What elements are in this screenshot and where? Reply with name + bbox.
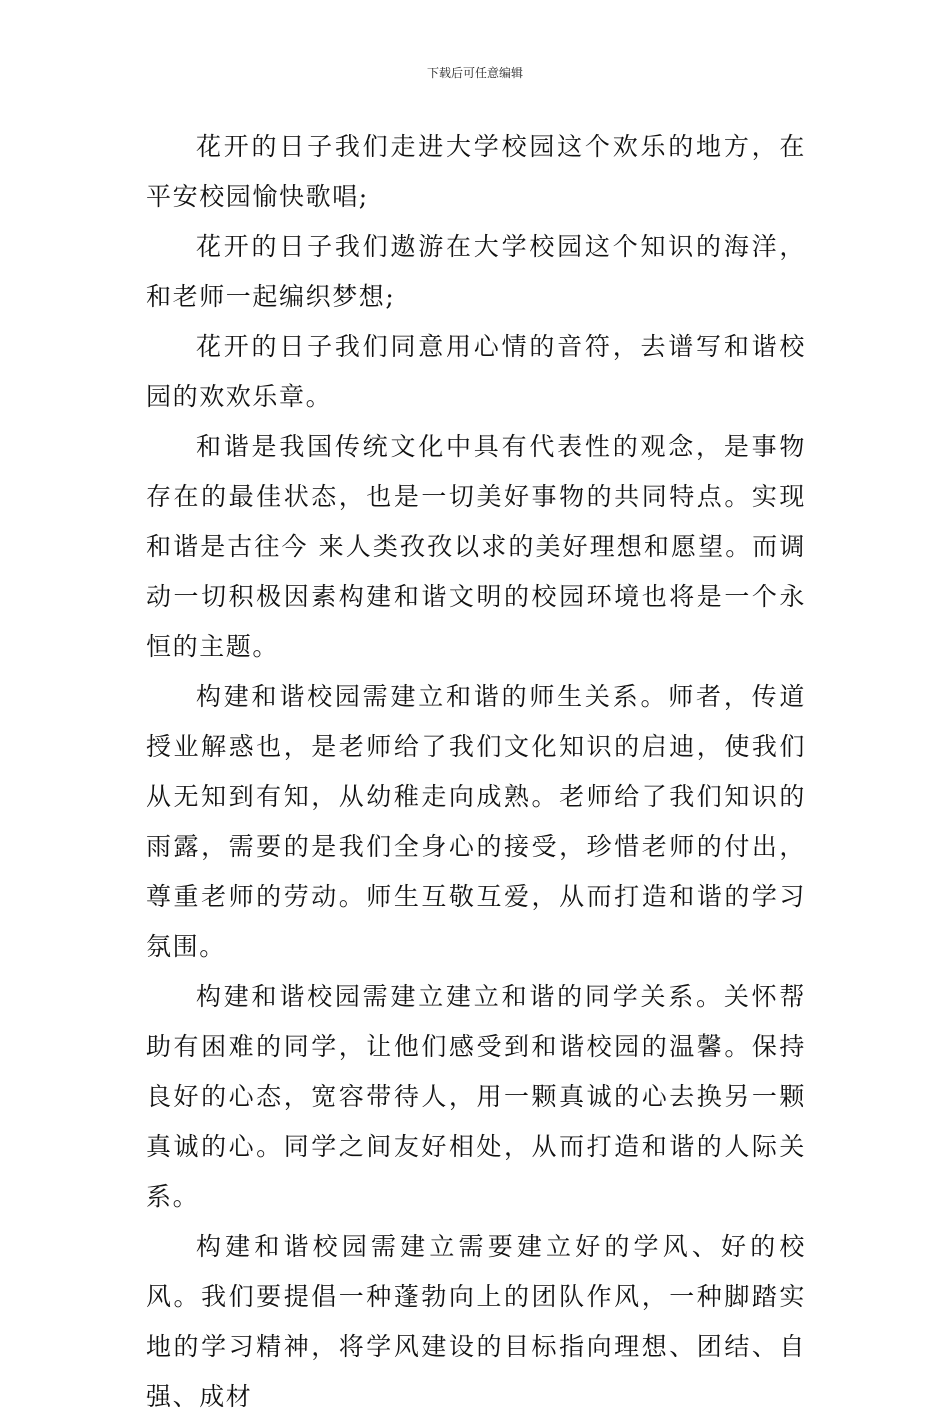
paragraph-4: 和谐是我国传统文化中具有代表性的观念，是事物存在的最佳状态，也是一切美好事物的共同特点。实现和谐是古往今 来人类孜孜以求的美好理想和愿望。而调动一切积极因素构建和谐文明的校园环境也将是一个永恒的主题。 <box>146 432 806 661</box>
document-body <box>146 122 806 1422</box>
paragraph-2: 花开的日子我们遨游在大学校园这个知识的海洋，和老师一起编织梦想; <box>146 232 806 311</box>
paragraph-6: 构建和谐校园需建立建立和谐的同学关系。关怀帮助有困难的同学，让他们感受到和谐校园的温馨。保持良好的心态，宽容带待人，用一颗真诚的心去换另一颗真诚的心。同学之间友好相处，从而打造和谐的人际关系。 <box>146 982 806 1211</box>
page-header-note: 下载后可任意编辑 <box>426 66 523 80</box>
paragraph-7: 构建和谐校园需建立需要建立好的学风、好的校风。我们要提倡一种蓬勃向上的团队作风，一种脚踏实地的学习精神，将学风建设的目标指向理想、团结、自强、成材 <box>146 1232 806 1411</box>
paragraph-1: 花开的日子我们走进大学校园这个欢乐的地方，在平安校园愉快歌唱; <box>146 132 806 211</box>
paragraph-3: 花开的日子我们同意用心情的音符，去谱写和谐校园的欢欢乐章。 <box>146 332 806 411</box>
paragraph-5: 构建和谐校园需建立和谐的师生关系。师者，传道授业解惑也，是老师给了我们文化知识的启迪，使我们从无知到有知，从幼稚走向成熟。老师给了我们知识的雨露，需要的是我们全身心的接受，珍惜老师的付出，尊重老师的劳动。师生互敬互爱，从而打造和谐的学习氛围。 <box>146 682 806 961</box>
